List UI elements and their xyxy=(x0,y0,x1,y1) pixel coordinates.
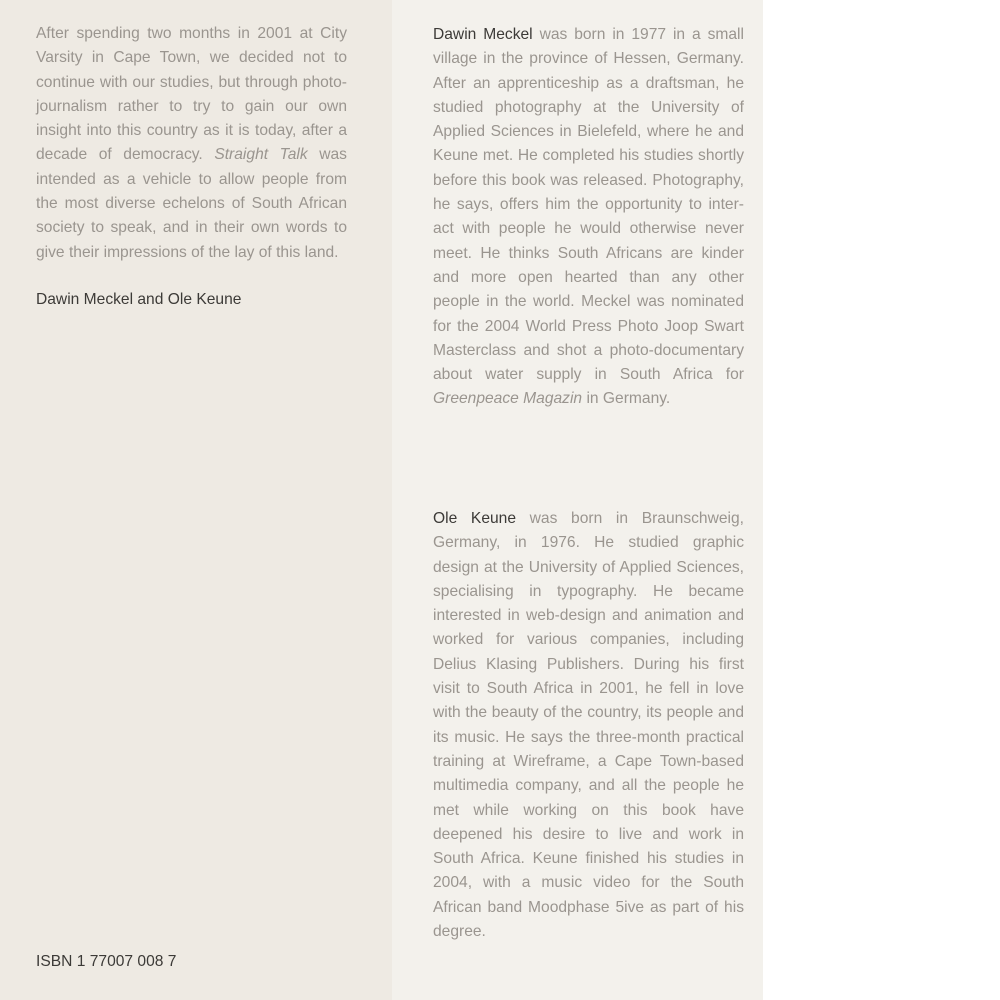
intro-paragraph xyxy=(36,22,347,265)
magazine-title: Greenpeace Magazin xyxy=(433,390,583,408)
authors-signature: Dawin Meckel and Ole Keune xyxy=(36,291,242,308)
intro-text-part1: After spending two months in 2001 at City Varsity in Cape Town, we decided not to continue with our studies, but through photo-journalism rather to try to gain our own insight into this country as it is today, after a decade of democracy. xyxy=(36,25,347,164)
bio-meckel-name: Dawin Meckel xyxy=(433,26,533,43)
bio-keune-text: was born in Braunschweig, Germany, in 1976. He studied graphic design at the University of Applied Sciences, specialising in typography. He became interested in web-design and animation and worked for various companies, including Delius Klasing Publishers. During his first visit to South Africa in 2001, he fell in love with the beauty of the country, its people and its music. He says the three-month practical training at Wireframe, a Cape Town-based multimedia company, and all the people he met while working on this book have deepened his desire to live and work in South Africa. Keune finished his studies in 2004, with a music video for the South African band Moodphase 5ive as part of his degree. xyxy=(433,510,744,941)
isbn-number: ISBN 1 77007 008 7 xyxy=(36,953,177,970)
bio-keune-name: Ole Keune xyxy=(433,510,517,527)
bio-keune xyxy=(433,507,744,944)
bio-meckel-text-part1: was born in 1977 in a small village in the province of Hessen, Germany. After an apprenticeship as a draftsman, he studied photography at the University of Applied Sciences in Bielefeld, where he and Keune met. He completed his studies shortly before this book was released. Photography, he says, offers him the opportunity to inter- act with people he would otherwise never meet. He thinks South Africans are kinder and more open hearted than any other people in the world. Meckel was nominated for the 2004 World Press Photo Joop Swart Masterclass and shot a photo-documentary about water supply in South Africa for xyxy=(433,26,744,384)
bio-meckel xyxy=(433,23,744,412)
intro-text-part2: was intended as a vehicle to allow people from the most diverse echelons of South African society to speak, and in their own words to give their impressions of the lay of this land. xyxy=(36,146,347,261)
book-title: Straight Talk xyxy=(214,146,308,164)
bio-meckel-text-part2: in Germany. xyxy=(586,390,671,408)
